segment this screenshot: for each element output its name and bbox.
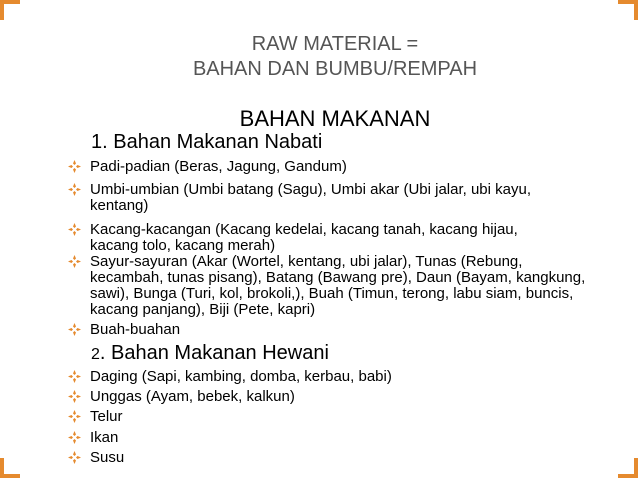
section-heading-nabati: 1. Bahan Makanan Nabati xyxy=(91,131,323,153)
list-item xyxy=(68,159,598,175)
diamond-bullet-icon xyxy=(68,183,81,196)
section-heading-number: 2 xyxy=(91,346,100,363)
diamond-bullet-icon xyxy=(68,223,81,236)
diamond-bullet-icon xyxy=(68,451,81,464)
diamond-bullet-icon xyxy=(68,370,81,383)
list-item xyxy=(68,450,598,466)
corner-accent xyxy=(618,0,638,20)
corner-accent xyxy=(618,458,638,478)
diamond-bullet-icon xyxy=(68,431,81,444)
list-item-text: Padi-padian (Beras, Jagung, Gandum) xyxy=(90,158,347,175)
list-item-text: Daging (Sapi, kambing, domba, kerbau, babi) xyxy=(90,368,392,385)
list-item xyxy=(68,389,598,405)
diamond-bullet-icon xyxy=(68,390,81,403)
list-item-text: Unggas (Ayam, bebek, kalkun) xyxy=(90,388,295,405)
list-item-text: Umbi-umbian (Umbi batang (Sagu), Umbi akar (Ubi jalar, ubi kayu, kentang) xyxy=(90,181,532,214)
list-item xyxy=(68,222,598,254)
corner-accent xyxy=(0,458,20,478)
list-item-text: Sayur-sayuran (Akar (Wortel, kentang, ubi jalar), Tunas (Rebung, kecambah, tunas pisang), Batang (Bawang pre), Daun (Bayam, kangkung, sawi), Bunga (Turi, kol, brokoli,), Buah (Timun, terong, labu siam, buncis, kacang panjang), Biji (Pete, kapri) xyxy=(90,253,586,318)
section-heading-hewani xyxy=(91,341,329,367)
diamond-bullet-icon xyxy=(68,323,81,336)
list-item-text: Ikan xyxy=(90,429,119,446)
diamond-bullet-icon xyxy=(68,160,81,173)
slide-title-line1: RAW MATERIAL = xyxy=(251,33,419,55)
slide-title-line2: BAHAN DAN BUMBU/REMPAH xyxy=(192,58,478,80)
list-item-text: Buah-buahan xyxy=(90,321,181,338)
list-item-text: Kacang-kacangan (Kacang kedelai, kacang tanah, kacang hijau, kacang tolo, kacang merah) xyxy=(90,221,518,254)
slide-subtitle: BAHAN MAKANAN xyxy=(239,106,431,131)
section-heading-text: . Bahan Makanan Hewani xyxy=(99,342,329,364)
list-item xyxy=(68,322,598,338)
list-item xyxy=(68,182,598,214)
list-item xyxy=(68,430,598,446)
list-item xyxy=(68,409,598,425)
corner-accent xyxy=(0,0,20,20)
list-item xyxy=(68,254,598,318)
diamond-bullet-icon xyxy=(68,255,81,268)
diamond-bullet-icon xyxy=(68,410,81,423)
list-item-text: Susu xyxy=(90,449,125,466)
list-item xyxy=(68,369,598,385)
list-item-text: Telur xyxy=(90,408,123,425)
